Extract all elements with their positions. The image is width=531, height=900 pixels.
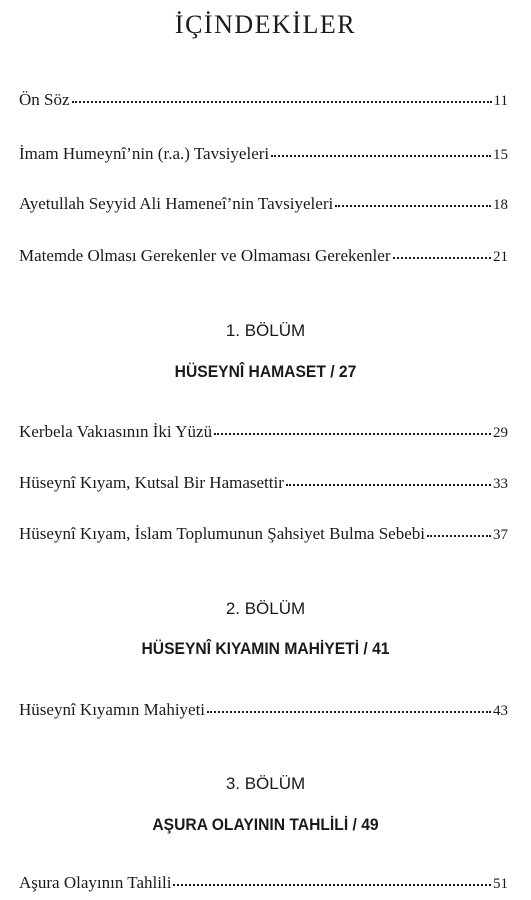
toc-entry-label: Ön Söz: [19, 90, 70, 109]
toc-entry-page: 11: [493, 93, 508, 109]
toc-entry-label: İmam Humeynî’nin (r.a.) Tavsiyeleri: [19, 144, 270, 163]
toc-entry-label: Aşura Olayının Tahlili: [19, 873, 172, 892]
toc-entry-label: Hüseynî Kıyam, Kutsal Bir Hamasettir: [19, 473, 284, 492]
toc-entry-page: 15: [493, 147, 508, 163]
toc-entry[interactable]: [19, 88, 508, 112]
toc-entry[interactable]: [19, 522, 508, 546]
leader-dots: [393, 257, 492, 259]
toc-entry-label: Hüseynî Kıyam, İslam Toplumunun Şahsiyet Bulma Sebebi: [19, 524, 425, 543]
toc-entry[interactable]: [19, 192, 508, 216]
toc-entry-page: 29: [493, 425, 508, 441]
toc-entry-label: Matemde Olması Gerekenler ve Olmaması Gerekenler: [19, 246, 391, 265]
leader-dots: [286, 484, 491, 486]
toc-entry[interactable]: [19, 244, 508, 268]
toc-entry-label: Hüseynî Kıyamın Mahiyeti: [19, 700, 206, 719]
leader-dots: [335, 205, 491, 207]
section-number: 3. BÖLÜM: [225, 774, 306, 793]
toc-entry[interactable]: [19, 698, 508, 722]
leader-dots: [271, 155, 491, 157]
toc-entry-page: 18: [493, 197, 508, 213]
toc-entry-page: 43: [493, 703, 508, 719]
section-number: 2. BÖLÜM: [225, 599, 306, 618]
leader-dots: [207, 711, 491, 713]
toc-entry[interactable]: [19, 871, 508, 895]
toc-entry-label: Ayetullah Seyyid Ali Hameneî’nin Tavsiyeleri: [19, 194, 334, 213]
leader-dots: [72, 101, 492, 103]
section-heading[interactable]: HÜSEYNÎ HAMASET / 27: [174, 362, 357, 381]
toc-entry-label: Kerbela Vakıasının İki Yüzü: [19, 422, 213, 441]
section-heading[interactable]: AŞURA OLAYININ TAHLİLİ / 49: [152, 815, 379, 834]
toc-entry-page: 37: [493, 527, 508, 543]
leader-dots: [173, 884, 491, 886]
toc-entry-page: 51: [493, 876, 508, 892]
section-number: 1. BÖLÜM: [225, 321, 306, 340]
toc-entry-page: 33: [493, 476, 508, 492]
leader-dots: [214, 433, 491, 435]
toc-entry[interactable]: [19, 471, 508, 495]
page-title: İÇİNDEKİLER: [174, 10, 357, 39]
section-heading[interactable]: HÜSEYNÎ KIYAMIN MAHİYETİ / 41: [141, 639, 390, 658]
toc-entry[interactable]: [19, 420, 508, 444]
leader-dots: [427, 535, 491, 537]
toc-entry-page: 21: [493, 249, 508, 265]
toc-entry[interactable]: [19, 142, 508, 166]
